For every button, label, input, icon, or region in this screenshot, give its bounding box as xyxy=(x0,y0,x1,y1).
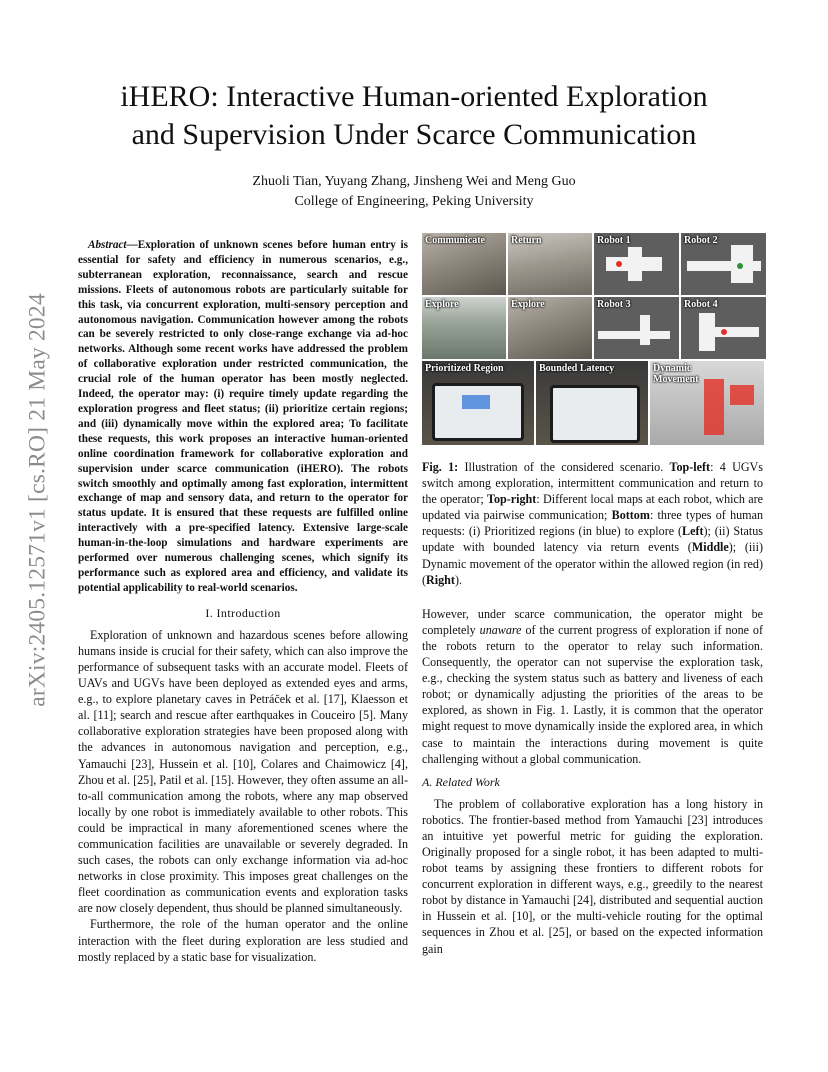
intro-paragraph-2: Furthermore, the role of the human operator and the online interaction with the fleet during exploration are less studied and mostly replaced by a static base for visualization. xyxy=(78,917,408,964)
photo-dynamic-movement xyxy=(650,361,764,445)
right-column xyxy=(422,233,763,957)
map-robot-1 xyxy=(594,233,679,295)
label-explore-a: Explore xyxy=(425,299,459,310)
related-work-paragraph: The problem of collaborative exploration has a long history in robotics. The frontier-based method from Yamauchi [23] introduces an intuitive yet powerful metric for guiding the exploration. Originally proposed for a single robot, it has been adapted to multi-robot teams by assigning these frontiers to different robots for concurrent exploration in different ways, e.g., greedily to the nearest robot by distance in Yamauchi [24], distributed and sequential auction in Hussein et al. [10], or the multi-vehicle routing for the optimal sequences in Zhou et al. [25], or based on the expected information gain xyxy=(422,796,763,956)
label-explore-b: Explore xyxy=(511,299,545,310)
map-robot-3 xyxy=(594,297,679,359)
abstract xyxy=(78,238,408,596)
left-column xyxy=(78,238,408,965)
label-dynamic-movement: Dynamic Movement xyxy=(653,363,699,385)
figure-1 xyxy=(422,233,764,445)
paper-title xyxy=(60,78,768,154)
figure-1-caption: Fig. 1: Illustration of the considered scenario. Top-left: 4 UGVs switch among exploration, intermittent communication and return to the operator; Top-right: Different local maps at each robot, which are updated via pairwise communication; Bottom: three types of human requests: (i) Prioritized regions (in blue) to explore (Left); (ii) Status update with bounded latency via return events (Middle); (iii) Dynamic movement of the operator within the allowed region (in red) (Right). xyxy=(422,460,764,587)
figure-row-top-2 xyxy=(422,297,766,359)
arxiv-id: arXiv:2405.12571v1 [cs.RO] 21 May 2024 xyxy=(24,293,51,707)
intro-paragraph-1: Exploration of unknown and hazardous scenes before allowing humans inside is crucial for their safety, which can also improve the performance of subsequent tasks with an accurate model. Fleets of UAVs and UGVs have been deployed as extended eyes and arms, e.g., to explore planetary caves in Petráček et al. [17], Klaesson et al. [11]; search and rescue after earthquakes in Couceiro [5]. Many collaborative exploration strategies have been proposed along with the advances in autonomous navigation and perception, e.g., Yamauchi [23], Hussein et al. [10], Colares and Chaimowicz [4], Zhou et al. [25], Patil et al. [15]. However, they often assume an all-to-all communication among the robots, where any map observed locally by one robot is immediately available to other robots. This could be impractical in many aforementioned scenes where the communication facilities are unavailable or severely degraded. In such cases, the robots can only exchange information via ad-hoc networks in close proximity. This imposes great challenges on the fleet coordination as communication events and exploration tasks are now closely dependent, thus should be planned simultaneously. xyxy=(78,627,408,916)
figure-row-bottom xyxy=(422,361,764,445)
label-prioritized-region: Prioritized Region xyxy=(425,363,504,374)
label-bounded-latency: Bounded Latency xyxy=(539,363,615,374)
authors: Zhuoli Tian, Yuyang Zhang, Jinsheng Wei and Meng Guo xyxy=(252,174,576,189)
label-robot-3: Robot 3 xyxy=(597,299,631,310)
figure-row-top-1 xyxy=(422,233,766,295)
label-robot-4: Robot 4 xyxy=(684,299,718,310)
title-line-2: and Supervision Under Scarce Communication xyxy=(131,118,697,151)
photo-prioritized-region xyxy=(422,361,534,445)
author-block xyxy=(60,172,768,212)
photo-explore-b xyxy=(508,297,592,359)
section-heading-introduction: I. Introduction xyxy=(205,605,281,620)
photo-communicate xyxy=(422,233,506,295)
abstract-lead: Abstract xyxy=(88,239,127,251)
title-line-1: iHERO: Interactive Human-oriented Exploration xyxy=(120,80,708,113)
map-robot-4 xyxy=(681,297,766,359)
right-paragraph-1: However, under scarce communication, the operator might be completely unaware of the current progress of exploration if none of the robots return to the operator to relay such information. Consequently, the operator can not supervise the exploration task, e.g., checking the system status such as battery and liveness of each robot; or dynamically adjusting the priorities of the areas to be explored, as shown in Fig. 1. Lastly, it is common that the operator might request to move dynamically inside the explored area, in which case to maintain the interactions during movement is quite challenging without a global communication. xyxy=(422,606,763,766)
caption-fig-label: Fig. 1: xyxy=(422,460,459,474)
map-robot-2 xyxy=(681,233,766,295)
label-return: Return xyxy=(511,235,542,246)
photo-return xyxy=(508,233,592,295)
label-communicate: Communicate xyxy=(425,235,485,246)
arxiv-stamp xyxy=(8,280,68,720)
subsection-heading-related-work: A. Related Work xyxy=(422,774,500,789)
label-robot-2: Robot 2 xyxy=(684,235,718,246)
label-robot-1: Robot 1 xyxy=(597,235,631,246)
photo-explore-a xyxy=(422,297,506,359)
affiliation: College of Engineering, Peking University xyxy=(294,194,534,209)
abstract-text: —Exploration of unknown scenes before human entry is essential for safety and efficiency in numerous scenarios, e.g., subterranean exploration, reconnaissance, search and rescue missions. Fleets of autonomous robots are particularly suitable for this task, via concurrent exploration, multi-sensory perception and autonomous navigation. Communication however among the robots can be severely restricted to only close-range exchange via ad-hoc networks. Although some recent works have addressed the problem of collaborative exploration under restricted communication, the crucial role of the human operator has been mostly neglected. Indeed, the operator may: (i) require timely update regarding the exploration progress and fleet status; (ii) prioritize certain regions; and (iii) dynamically move within the explored area; To facilitate these requests, this work proposes an interactive human-oriented online coordination framework for collaborative exploration and supervision under scarce communication (iHERO). The robots switch smoothly and optimally among fast exploration, intermittent exchange of map and sensory data, and return to the operator for status update. It is ensured that these requests are fulfilled online interactively with a pre-specified latency. Extensive large-scale human-in-the-loop simulations and hardware experiments are performed over numerous challenging scenes, which signify its performance such as explored area and efficiency, and validate its potential applicability to real-world scenarios. xyxy=(78,239,408,594)
photo-bounded-latency xyxy=(536,361,648,445)
